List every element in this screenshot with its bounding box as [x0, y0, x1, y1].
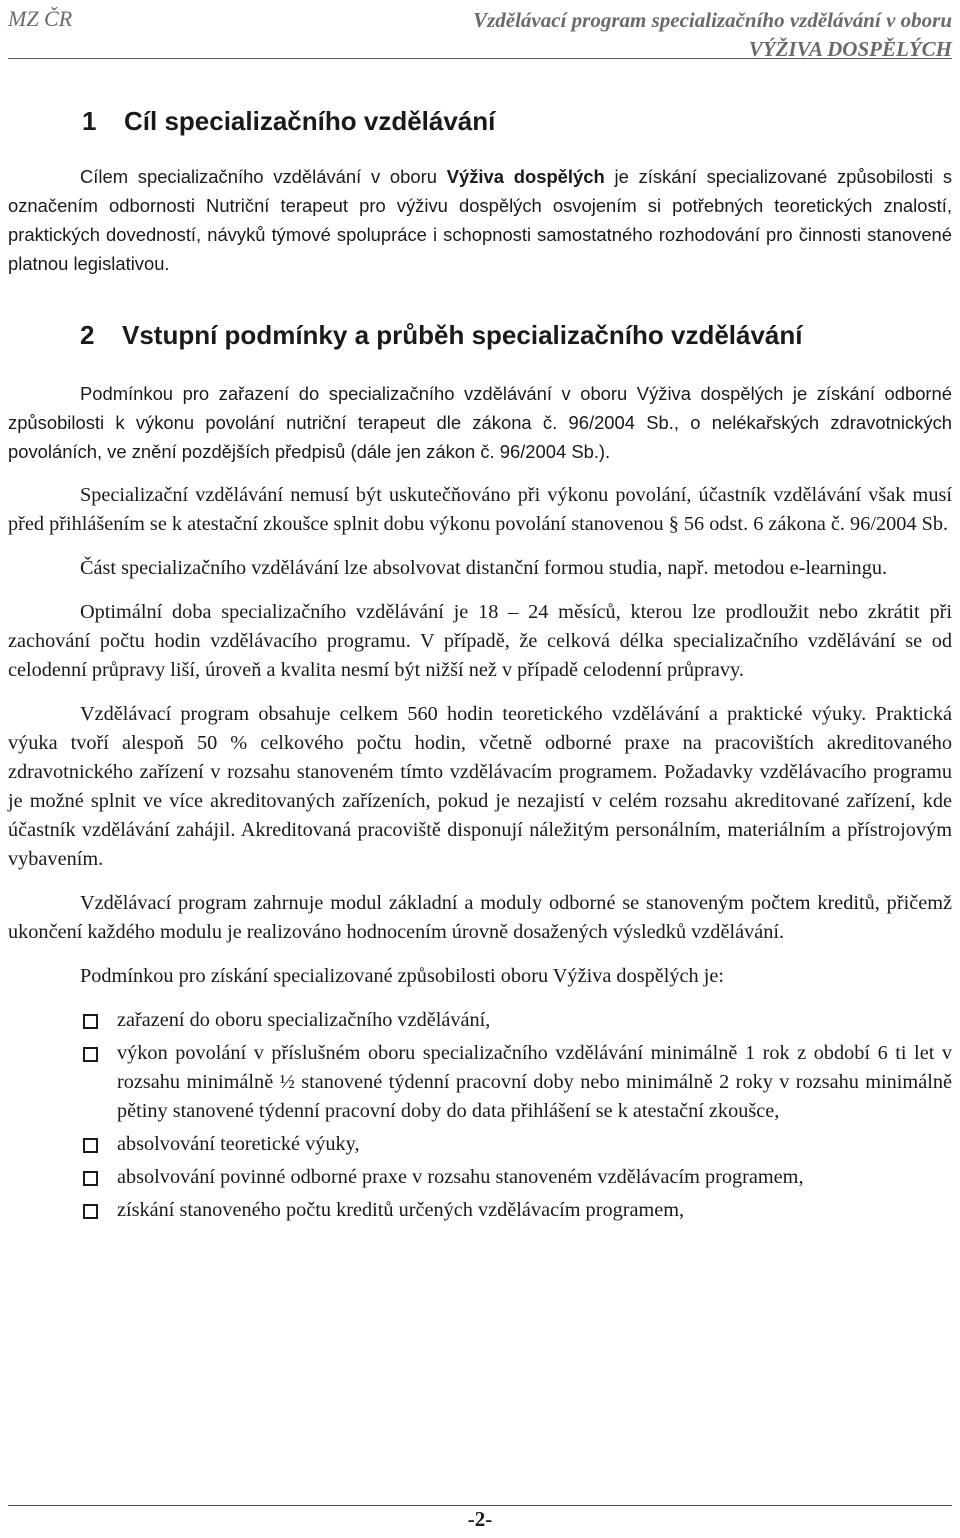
list-item	[8, 1196, 952, 1225]
section-2-body	[8, 379, 952, 1229]
paragraph-text: Sb., o nelékařských zdravotnických povoláních, ve znění pozdějších předpisů (dále jen zákon č. 96/2004 Sb.).	[8, 412, 952, 462]
list-item	[8, 1039, 952, 1126]
list-item	[8, 1163, 952, 1192]
header-org: MZ ČR	[8, 6, 73, 31]
field-name: Výživa dospělých	[446, 166, 605, 187]
section-2-title: Vstupní podmínky a průběh specializačního vzdělávání	[122, 320, 803, 350]
modules-paragraph: Vzdělávací program zahrnuje modul základní a moduly odborné se stanoveným počtem kreditů, přičemž ukončení každého modulu je realizováno hodnocením úrovně dosažených výsledků vzdělávání.	[8, 892, 952, 943]
paragraph-text: Podmínkou pro zařazení do specializačního vzdělávání v oboru Výživa dospělých je získání odborné způsobilosti k výkonu povolání nutriční terapeut dle zákona č. 96/2004	[8, 383, 952, 433]
page-header	[8, 6, 952, 59]
paragraph-text: Cílem specializačního vzdělávání v oboru	[80, 166, 447, 187]
header-title-line2: VÝŽIVA DOSPĚLÝCH	[748, 37, 952, 61]
paragraph-text: je získání specializované způsobilosti s označením odbornosti Nutriční terapeut pro výživu dospělých osvojením si potřebných teoretických znalostí, praktických dovedností, návyků týmové spolupráce i schopnosti samostatného rozhodování pro činnosti stanovené platnou legislativou.	[8, 166, 953, 274]
section-1-paragraph	[8, 162, 952, 278]
checkbox-bullet-icon	[83, 1138, 98, 1153]
section-2-heading	[80, 320, 803, 351]
section-1-title: Cíl specializačního vzdělávání	[124, 106, 496, 136]
distance-learning-paragraph: Část specializačního vzdělávání lze absolvovat distanční formou studia, např. metodou e-learningu.	[80, 557, 888, 579]
section-2-number: 2	[80, 320, 95, 350]
section-1-heading	[82, 106, 495, 137]
entry-conditions-paragraph	[8, 379, 952, 466]
checkbox-bullet-icon	[83, 1204, 98, 1219]
list-item-text: absolvování povinné odborné praxe v rozsahu stanoveném vzdělávacím programem,	[117, 1166, 804, 1188]
list-item	[8, 1130, 952, 1159]
checkbox-bullet-icon	[83, 1014, 98, 1029]
list-item	[8, 1006, 952, 1035]
list-item-text: získání stanoveného počtu kreditů určených vzdělávacím programem,	[117, 1199, 685, 1221]
header-title-line1: Vzdělávací program specializačního vzdělávání v oboru	[473, 8, 952, 32]
checkbox-bullet-icon	[83, 1171, 98, 1186]
requirements-intro: Podmínkou pro získání specializované způsobilosti oboru Výživa dospělých je:	[80, 965, 724, 987]
list-item-text: absolvování teoretické výuky,	[117, 1133, 360, 1155]
section-1-number: 1	[82, 106, 97, 136]
header-title	[473, 6, 952, 64]
duration-paragraph: Optimální doba specializačního vzdělávání je 18 – 24 měsíců, kterou lze prodloužit nebo zkrátit při zachování počtu hodin vzdělávacího programu. V případě, že celková délka specializačního vzdělávání se od celodenní průpravy liší, úroveň a kvalita nesmí být nižší než v případě celodenní průpravy.	[8, 601, 952, 681]
footer-divider	[8, 1505, 952, 1506]
program-hours-paragraph: Vzdělávací program obsahuje celkem 560 hodin teoretického vzdělávání a praktické výuky. Praktická výuka tvoří alespoň 50 % celkového počtu hodin, včetně odborné praxe na pracovištích akreditovaného zdravotnického zařízení v rozsahu stanoveném tímto vzdělávacím programem. Požadavky vzdělávacího programu je možné splnit ve více akreditovaných zařízeních, pokud je nezajistí v celém rozsahu akreditované zařízení, kde účastník vzdělávání zahájil. Akreditovaná pracoviště disponují náležitým personálním, materiálním a přístrojovým vybavením.	[8, 703, 952, 870]
list-item-text: zařazení do oboru specializačního vzdělávání,	[117, 1009, 491, 1031]
page-number: -2-	[467, 1507, 493, 1531]
requirements-list	[8, 1006, 952, 1225]
practice-paragraph: Specializační vzdělávání nemusí být uskutečňováno při výkonu povolání, účastník vzdělávání však musí před přihlášením se k atestační zkoušce splnit dobu výkonu povolání stanovenou § 56 odst. 6 zákona č. 96/2004 Sb.	[8, 484, 952, 535]
list-item-text: výkon povolání v příslušném oboru specializačního vzdělávání minimálně 1 rok z období 6 ti let v rozsahu minimálně ½ stanovené týdenní pracovní doby nebo minimálně 2 roky v rozsahu minimálně pětiny stanovené týdenní pracovní doby do data přihlášení se k atestační zkoušce,	[117, 1042, 952, 1122]
section-1-body	[8, 162, 952, 293]
checkbox-bullet-icon	[83, 1047, 98, 1062]
